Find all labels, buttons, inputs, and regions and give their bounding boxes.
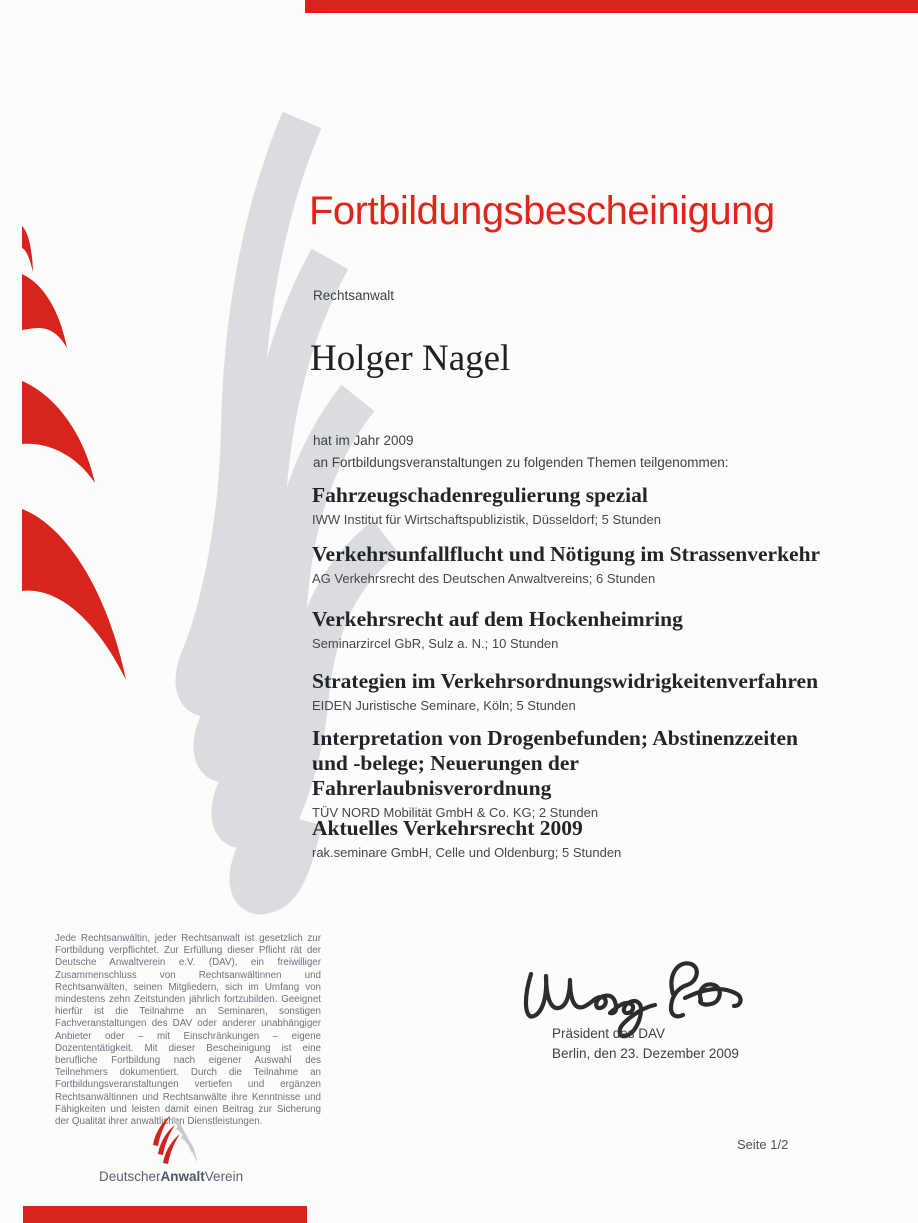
place-and-date: Berlin, den 23. Dezember 2009: [552, 1046, 739, 1061]
course-title: Verkehrsunfallflucht und Nötigung im Strassenverkehr: [312, 542, 821, 566]
course-title: Aktuelles Verkehrsrecht 2009: [312, 816, 583, 840]
top-red-bar: [305, 0, 918, 13]
salutation-label: Rechtsanwalt: [313, 288, 395, 303]
course-title: Interpretation von Drogenbefunden; Abstinenzzeiten und -belege; Neuerungen der Fahrerlaubnisverordnung: [312, 726, 798, 800]
dav-logo-icon: [146, 1114, 198, 1168]
course-entry: [312, 816, 872, 860]
course-provider: rak.seminare GmbH, Celle und Oldenburg; 5 Stunden: [312, 845, 622, 860]
watermark-red-sails: [22, 226, 126, 680]
course-provider: EIDEN Juristische Seminare, Köln; 5 Stunden: [312, 698, 576, 713]
course-entry: [312, 607, 872, 651]
signature-image: [515, 952, 765, 1057]
course-entry: [312, 483, 872, 527]
course-title: Fahrzeugschadenregulierung spezial: [312, 483, 648, 507]
logo-word-verein: Verein: [204, 1169, 244, 1184]
page-title: Fortbildungsbescheinigung: [309, 189, 775, 233]
dav-logo-wordmark: [99, 1169, 243, 1184]
recipient-name: Holger Nagel: [310, 338, 511, 379]
course-provider: Seminarzircel GbR, Sulz a. N.; 10 Stunden: [312, 636, 559, 651]
logo-word-deutscher: Deutscher: [99, 1169, 161, 1184]
intro-line-1: hat im Jahr 2009: [313, 433, 414, 448]
course-entry: [312, 669, 872, 713]
signer-role: Präsident des DAV: [552, 1026, 666, 1041]
course-entry: [312, 726, 817, 820]
course-provider: AG Verkehrsrecht des Deutschen Anwaltvereins; 6 Stunden: [312, 571, 656, 586]
bottom-red-bar: [23, 1206, 307, 1223]
legal-notice: Jede Rechtsanwältin, jeder Rechtsanwalt ist gesetzlich zur Fortbildung verpflichtet. Zur Erfüllung dieser Pflicht rät der Deutsche Anwaltverein e.V. (DAV), ein freiwilliger Zusammenschluss von Rechtsanwältinnen und Rechtsanwälten, seinen Mitgliedern, sich im Umfang von mindestens zehn Zeitstunden jährlich fortzubilden. Geeignet hierfür ist die Teilnahme an Seminaren, sonstigen Fachveranstaltungen des DAV oder anderer unabhängiger Anbieter oder – mit Einschränkungen – eigene Dozententätigkeit. Mit dieser Bescheinigung ist eine berufliche Fortbildung nach eigener Auswahl des Teilnehmers dokumentiert. Durch die Teilnahme an Fortbildungsveranstaltungen vertiefen und ergänzen Rechtsanwältinnen und Rechtsanwälte ihre Kenntnisse und Fähigkeiten und leisten damit einen Beitrag zur Sicherung der Qualität ihrer anwaltlichen Dienstleistungen.: [55, 933, 321, 1128]
course-title: Verkehrsrecht auf dem Hockenheimring: [312, 607, 683, 631]
page-indicator: Seite 1/2: [737, 1137, 789, 1152]
course-provider: IWW Institut für Wirtschaftspublizistik, Düsseldorf; 5 Stunden: [312, 512, 661, 527]
course-entry: [312, 542, 872, 586]
course-title: Strategien im Verkehrsordnungswidrigkeitenverfahren: [312, 669, 819, 693]
intro-line-2: an Fortbildungsveranstaltungen zu folgenden Themen teilgenommen:: [313, 455, 729, 470]
logo-word-anwalt: Anwalt: [160, 1169, 205, 1184]
course-provider: TÜV NORD Mobilität GmbH & Co. KG; 2 Stunden: [312, 805, 599, 820]
